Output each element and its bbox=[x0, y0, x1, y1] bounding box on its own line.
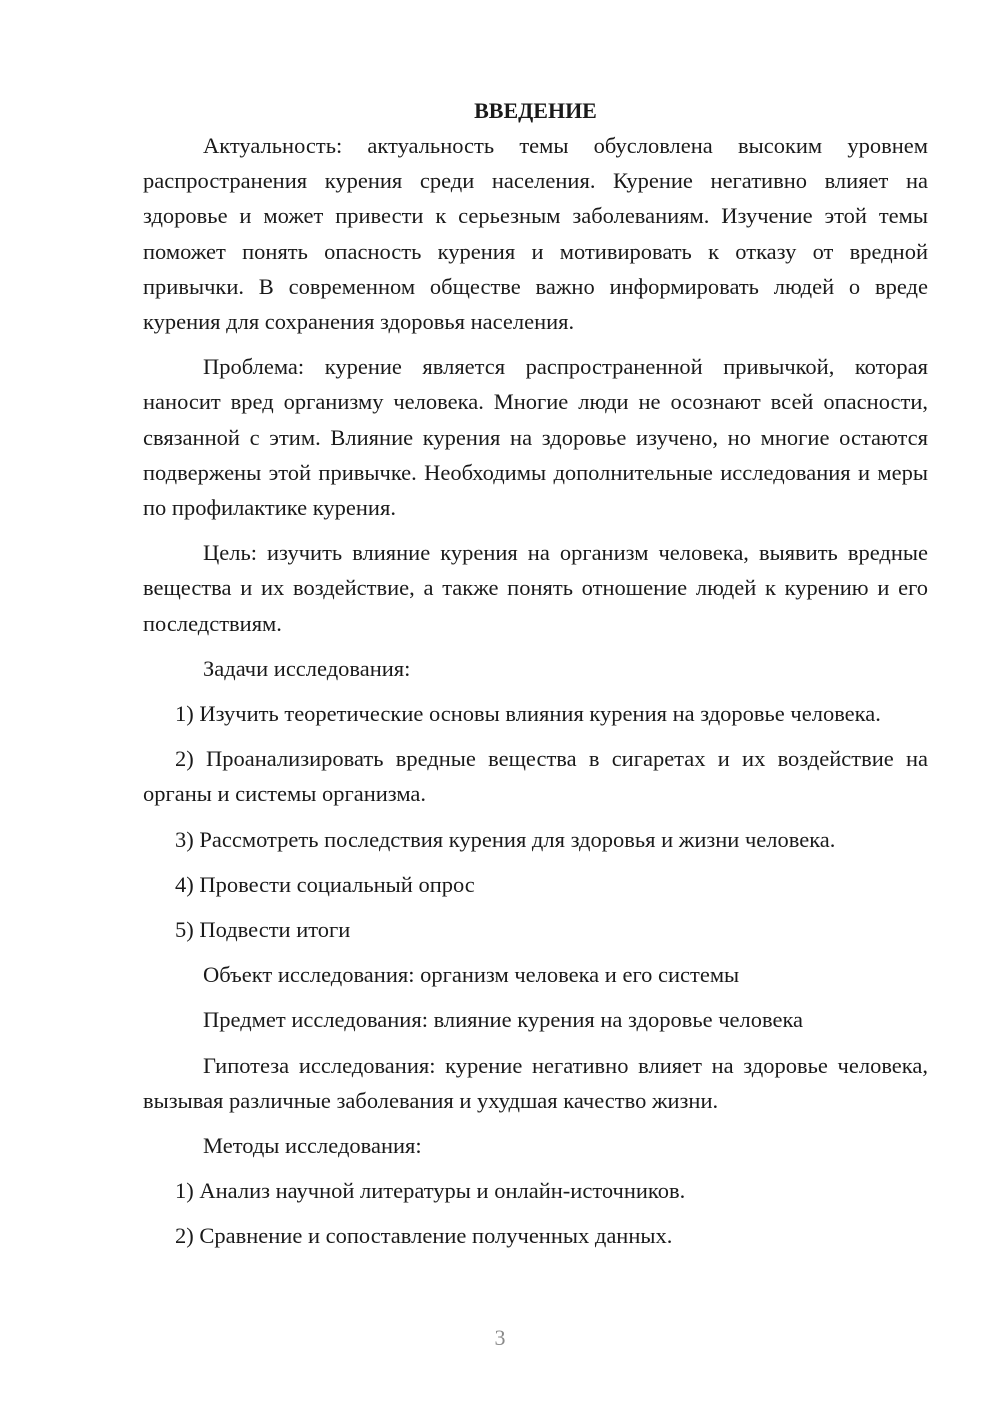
task-item: 1) Изучить теоретические основы влияния курения на здоровье человека. bbox=[175, 701, 881, 727]
paragraph-goal: Цель: изучить влияние курения на организм человека, выявить вредные вещества и их воздействие, а также понять отношение людей к курению и его последствиям. bbox=[143, 540, 928, 636]
task-item: 5) Подвести итоги bbox=[175, 917, 351, 943]
paragraph-hypothesis: Гипотеза исследования: курение негативно влияет на здоровье человека, вызывая различные заболевания и ухудшая качество жизни. bbox=[143, 1052, 928, 1113]
tasks-heading: Задачи исследования: bbox=[203, 655, 411, 681]
section-title: ВВЕДЕНИЕ bbox=[474, 98, 597, 123]
paragraph-subject: Предмет исследования: влияние курения на здоровье человека bbox=[203, 1007, 804, 1033]
page-content bbox=[143, 93, 928, 1254]
method-item: 2) Сравнение и сопоставление полученных данных. bbox=[175, 1223, 673, 1249]
paragraph-object: Объект исследования: организм человека и его системы bbox=[203, 962, 740, 988]
task-item: 2) Проанализировать вредные вещества в сигаретах и их воздействие на органы и системы организма. bbox=[143, 746, 928, 807]
task-item: 4) Провести социальный опрос bbox=[175, 871, 475, 897]
page-number: 3 bbox=[494, 1325, 506, 1350]
method-item: 1) Анализ научной литературы и онлайн-источников. bbox=[175, 1178, 686, 1204]
paragraph-problem: Проблема: курение является распространенной привычкой, которая наносит вред организму человека. Многие люди не осознают всей опасности, связанной с этим. Влияние курения на здоровье изучено, но многие остаются подвержены этой привычке. Необходимы дополнительные исследования и меры по профилактике курения. bbox=[143, 354, 928, 521]
paragraph-actuality: Актуальность: актуальность темы обусловлена высоким уровнем распространения курения среди населения. Курение негативно влияет на здоровье и может привести к серьезным заболеваниям. Изучение этой темы поможет понять опасность курения и мотивировать к отказу от вредной привычки. В современном обществе важно информировать людей о вреде курения для сохранения здоровья населения. bbox=[143, 133, 928, 335]
task-item: 3) Рассмотреть последствия курения для здоровья и жизни человека. bbox=[175, 826, 836, 852]
methods-heading: Методы исследования: bbox=[203, 1133, 422, 1159]
